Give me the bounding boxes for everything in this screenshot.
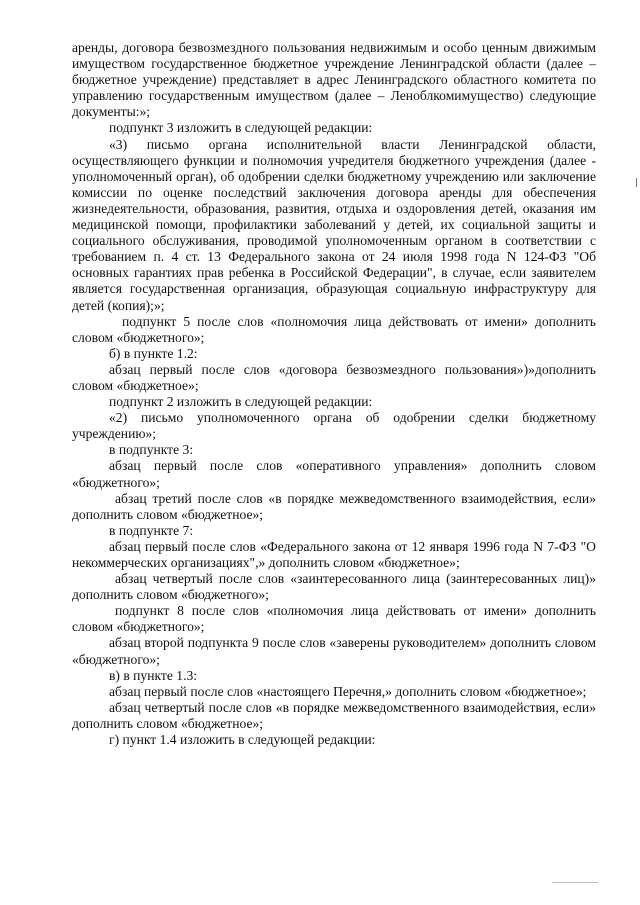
paragraph: в подпункте 3: xyxy=(109,442,194,458)
paragraph: абзац первый после слов «оперативного управления» дополнить словом «бюджетного»; xyxy=(72,458,596,490)
paragraph: абзац второй подпункта 9 после слов «заверены руководителем» дополнить словом «бюджетного»; xyxy=(72,635,596,667)
paragraph: в подпункте 7: xyxy=(109,522,194,538)
paragraph: в) в пункте 1.3: xyxy=(109,667,198,683)
paragraph: абзац четвертый после слов «в порядке межведомственного взаимодействия, если» дополнить словом «бюджетное»; xyxy=(72,699,596,731)
paragraph: абзац первый после слов «Федерального закона от 12 января 1996 года N 7-ФЗ "О некоммерческих организациях",» дополнить словом «бюджетное»; xyxy=(72,538,596,570)
paragraph: абзац третий после слов «в порядке межведомственного взаимодействия, если» дополнить словом «бюджетное»; xyxy=(72,490,596,522)
paragraph: «2) письмо уполномоченного органа об одобрении сделки бюджетному учреждению»; xyxy=(72,410,596,442)
paragraph: г) пункт 1.4 изложить в следующей редакции: xyxy=(109,732,376,748)
paragraph: подпункт 8 после слов «полномочия лица действовать от имени» дополнить словом «бюджетного»; xyxy=(72,603,596,635)
paragraph: аренды, договора безвозмездного пользования недвижимым и особо ценным движимым имуществом государственное бюджетное учреждение Ленинградской области (далее – бюджетное учреждение) представляет в адрес Ленинградского областного комитета по управлению государственным имуществом (далее – Леноблкомимущество) следующие документы:»; xyxy=(72,40,596,120)
paragraph: подпункт 2 изложить в следующей редакции: xyxy=(109,394,373,410)
paragraph: подпункт 5 после слов «полномочия лица действовать от имени» дополнить словом «бюджетного»; xyxy=(72,313,596,345)
paragraph: абзац первый после слов «настоящего Перечня,» дополнить словом «бюджетное»; xyxy=(109,683,587,699)
paragraph: абзац первый после слов «договора безвозмездного пользования»)»дополнить словом «бюджетное»; xyxy=(72,361,596,393)
paragraph: «3) письмо органа исполнительной власти Ленинградской области, осуществляющего функции и полномочия учредителя бюджетного учреждения (далее - уполномоченный орган), об одобрении сделки бюджетному учреждению или заключение комиссии по оценке последствий заключения договора аренды для обеспечения жизнедеятельности, образования, развития, отдыха и оздоровления детей, оказания им медицинской помощи, профилактики заболеваний у детей, их социальной защиты и социального обслуживания, проводимой уполномоченным органом в соответствии с требованием п. 4 ст. 13 Федерального закона от 24 июля 1998 года N 124-ФЗ "Об основных гарантиях прав ребенка в Российской Федерации", в случае, если заявителем является государственная организация, образующая социальную инфраструктуру для детей (копия);»; xyxy=(72,136,596,313)
scan-mark xyxy=(636,178,637,187)
paragraph: абзац четвертый после слов «заинтересованного лица (заинтересованных лиц)» дополнить словом «бюджетного»; xyxy=(72,571,596,603)
document-body xyxy=(72,40,596,748)
paragraph: б) в пункте 1.2: xyxy=(109,345,198,361)
paragraph: подпункт 3 изложить в следующей редакции: xyxy=(109,120,373,136)
scan-line xyxy=(552,882,598,883)
